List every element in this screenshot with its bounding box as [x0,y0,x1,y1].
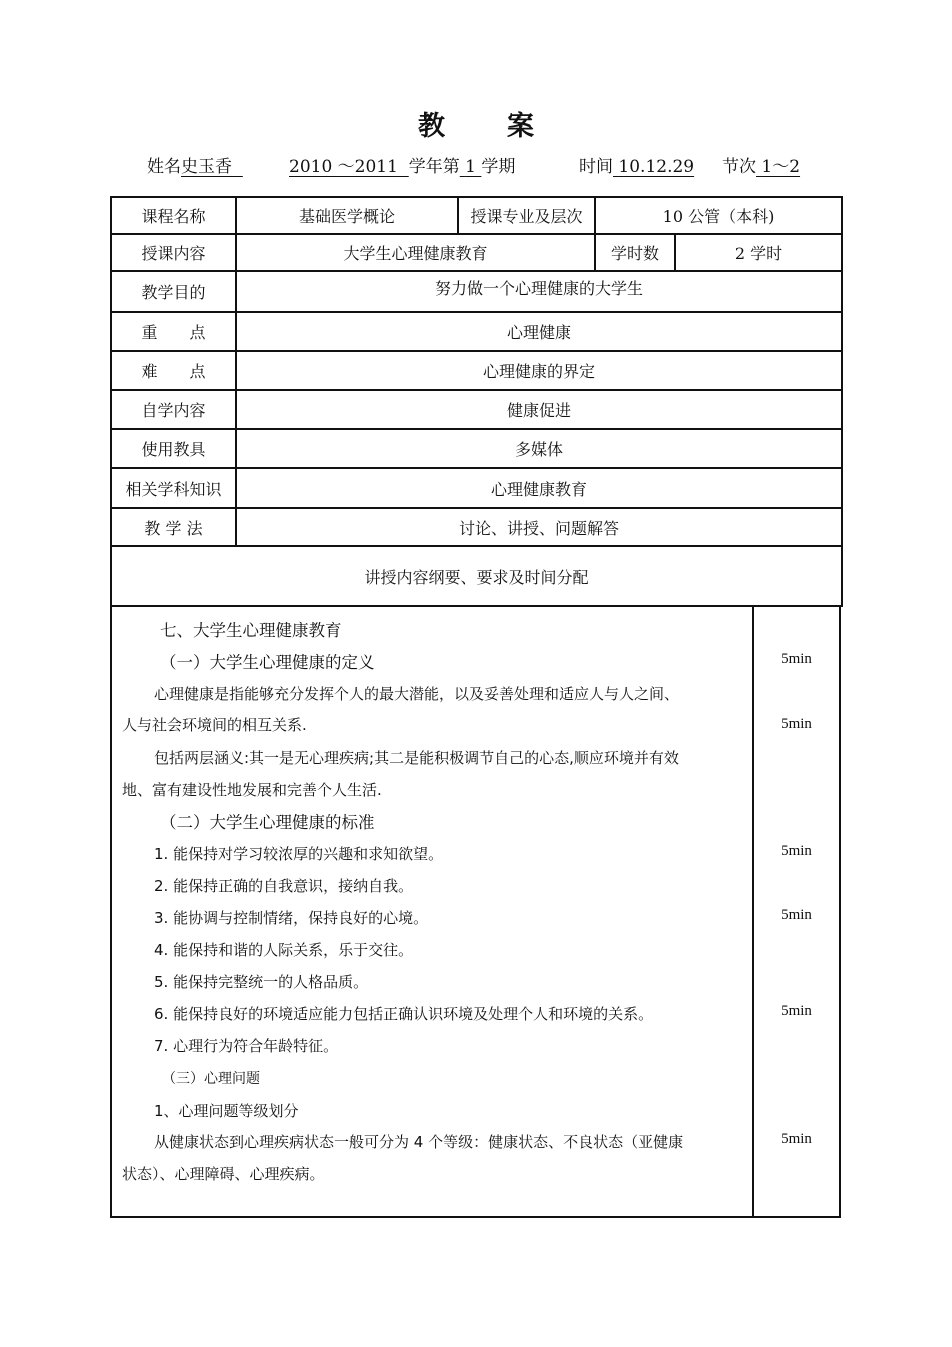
lesson-info-table [110,196,843,607]
standard-item-4: 4. 能保持和谐的人际关系，乐于交往。 [154,941,414,959]
selfstudy-value: 健康促进 [236,390,842,429]
selfstudy-label: 自学内容 [111,390,236,429]
definition-line-3: 包括两层涵义:其一是无心理疾病;其二是能积极调节自己的心态,顺应环境并有效 [154,749,679,767]
course-name-label: 课程名称 [111,197,236,234]
year-field [289,152,515,177]
subsection-2-heading: （二）大学生心理健康的标准 [160,813,375,832]
outline-header: 讲授内容纲要、要求及时间分配 [111,546,842,606]
document-title [0,104,952,143]
method-value: 讨论、讲授、问题解答 [236,508,842,546]
time-allocation: 5min [781,907,812,923]
definition-line-2: 人与社会环境间的相互关系. [122,716,307,734]
row-method [111,508,842,546]
related-label: 相关学科知识 [111,468,236,508]
course-name-value: 基础医学概论 [236,197,458,234]
standard-item-3: 3. 能协调与控制情绪，保持良好的心境。 [154,909,429,927]
period-value: 1～2 [761,157,801,177]
goal-label: 教学目的 [111,271,236,312]
major-label: 授课专业及层次 [458,197,595,234]
term-suffix: 学期 [481,157,516,177]
title-char-2: 案 [507,111,534,142]
lecture-outline-body [110,606,841,1218]
standard-item-1: 1. 能保持对学习较浓厚的兴趣和求知欲望。 [154,845,444,863]
tools-label: 使用教具 [111,429,236,468]
hours-label: 学时数 [595,234,675,271]
difficulty-label: 难 点 [111,351,236,390]
difficulty-value: 心理健康的界定 [236,351,842,390]
standard-item-6: 6. 能保持良好的环境适应能力包括正确认识环境及处理个人和环境的关系。 [154,1005,654,1023]
definition-line-4: 地、富有建设性地发展和完善个人生活. [122,781,382,799]
time-allocation: 5min [781,716,812,732]
key-value: 心理健康 [236,312,842,351]
tools-value: 多媒体 [236,429,842,468]
major-value: 10 公管（本科) [595,197,842,234]
row-selfstudy [111,390,842,429]
row-difficulty [111,351,842,390]
standard-item-5: 5. 能保持完整统一的人格品质。 [154,973,369,991]
section-title: 七、大学生心理健康教育 [160,621,342,640]
definition-line-1: 心理健康是指能够充分发挥个人的最大潜能，以及妥善处理和适应人与人之间、 [154,685,680,703]
title-char-1: 教 [418,111,445,142]
time-label: 时间 [579,157,613,177]
goal-value: 努力做一个心理健康的大学生 [236,271,842,312]
time-allocation: 5min [781,1131,812,1147]
time-allocation: 5min [781,843,812,859]
period-label: 节次 [722,157,756,177]
related-value: 心理健康教育 [236,468,842,508]
time-allocation: 5min [781,651,812,667]
grading-line-1: 从健康状态到心理疾病状态一般可分为 4 个等级：健康状态、不良状态（亚健康 [154,1133,684,1151]
row-content [111,234,842,271]
hours-value: 2 学时 [675,234,842,271]
key-label: 重 点 [111,312,236,351]
row-key [111,312,842,351]
subsection-3-heading: （三）心理问题 [162,1071,260,1087]
method-label: 教 学 法 [111,508,236,546]
name-value: 史玉香 [181,157,232,177]
time-field [579,152,694,177]
year-range: 2010 ～2011 [289,157,398,177]
time-allocation: 5min [781,1003,812,1019]
content-label: 授课内容 [111,234,236,271]
grading-line-2: 状态）、心理障碍、心理疾病。 [122,1165,325,1183]
name-field [147,152,243,177]
term-prefix: 学年第 [408,157,460,177]
row-related [111,468,842,508]
time-value: 10.12.29 [618,157,695,177]
subsection-1-heading: （一）大学生心理健康的定义 [160,653,375,672]
row-tools [111,429,842,468]
row-outline-header [111,546,842,606]
name-label: 姓名 [147,157,181,177]
row-goal [111,271,842,312]
period-field [722,152,800,177]
row-course [111,197,842,234]
term-value: 1 [465,157,476,177]
standard-item-2: 2. 能保持正确的自我意识，接纳自我。 [154,877,414,895]
content-value: 大学生心理健康教育 [236,234,595,271]
grading-heading: 1、心理问题等级划分 [154,1102,299,1120]
standard-item-7: 7. 心理行为符合年龄特征。 [154,1037,339,1055]
